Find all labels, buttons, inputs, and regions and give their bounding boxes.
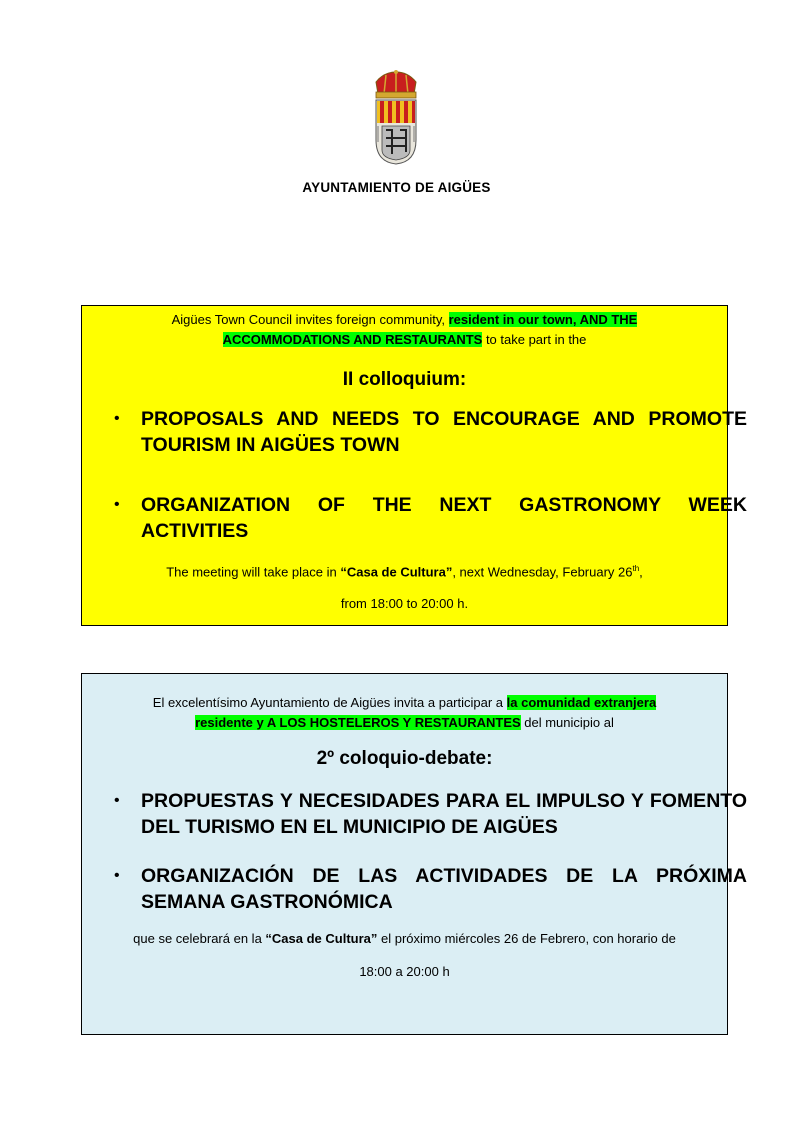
bullet-icon: • [114, 867, 120, 884]
meeting-text: , next Wednesday, February 26 [452, 564, 633, 580]
bullet-text: ORGANIZATION OF THE NEXT GASTRONOMY WEEK ACTIVITIES [141, 494, 747, 542]
spanish-meeting-hours: 18:00 a 20:00 h [359, 964, 450, 979]
intro-text: del municipio al [520, 715, 614, 730]
intro-text: El excelentísimo Ayuntamiento de Aigües invita a participar a [152, 695, 507, 710]
meeting-venue: “Casa de Cultura” [265, 931, 378, 946]
english-intro [82, 310, 727, 350]
meeting-text: que se celebrará en la [133, 931, 266, 946]
organization-title: AYUNTAMIENTO DE AIGÜES [302, 180, 491, 195]
intro-text: to take part in the [482, 332, 587, 347]
intro-highlight: ACCOMMODATIONS AND RESTAURANTS [222, 332, 483, 347]
bullet-icon: • [114, 496, 120, 513]
meeting-text: el próximo miércoles 26 de Febrero, con horario de [377, 931, 676, 946]
spanish-invitation-box [81, 673, 747, 1035]
english-invitation-box [81, 305, 747, 626]
intro-highlight: resident in our town, AND THE [448, 312, 638, 327]
bullet-text: PROPOSALS AND NEEDS TO ENCOURAGE AND PROMOTE TOURISM IN AIGÜES TOWN [141, 408, 747, 456]
english-meeting-hours: from 18:00 to 20:00 h. [340, 596, 469, 611]
ordinal-suffix: th [632, 564, 640, 573]
english-meeting-info [82, 564, 727, 579]
intro-highlight: la comunidad extranjera [506, 695, 657, 710]
spanish-title: 2º coloquio-debate: [316, 748, 493, 769]
coat-of-arms-icon [372, 70, 420, 166]
bullet-text: ORGANIZACIÓN DE LAS ACTIVIDADES DE LA PRÓXIMA SEMANA GASTRONÓMICA [141, 865, 747, 913]
english-title: II colloquium: [342, 369, 467, 390]
bullet-icon: • [114, 792, 120, 809]
meeting-venue: “Casa de Cultura” [340, 564, 453, 580]
intro-highlight: residente y A LOS HOSTELEROS Y RESTAURANTES [195, 715, 521, 730]
bullet-icon: • [114, 410, 120, 427]
intro-text: Aigües Town Council invites foreign community, [171, 312, 449, 327]
meeting-text: , [639, 564, 643, 580]
meeting-text: The meeting will take place in [166, 564, 341, 580]
spanish-intro [82, 693, 727, 733]
bullet-text: PROPUESTAS Y NECESIDADES PARA EL IMPULSO Y FOMENTO DEL TURISMO EN EL MUNICIPIO DE AIGÜES [141, 790, 747, 838]
spanish-meeting-info [82, 931, 727, 946]
